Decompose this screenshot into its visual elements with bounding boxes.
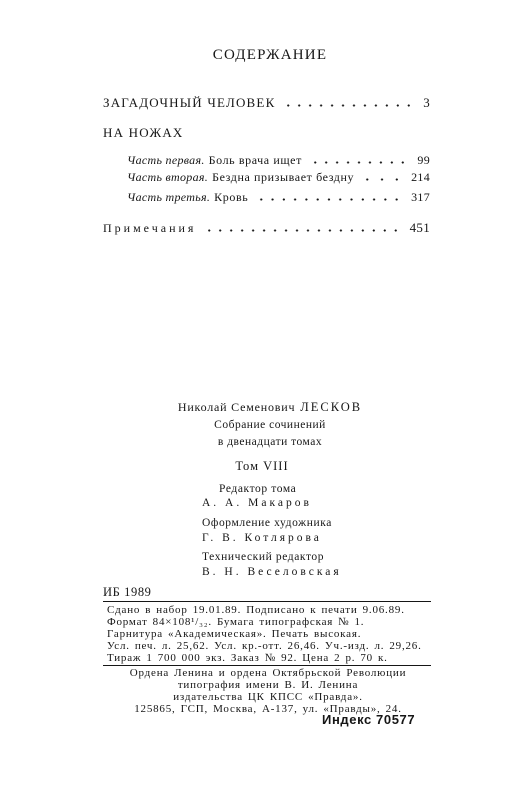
printer-line: издательства ЦК КПСС «Правда». [173, 691, 363, 703]
credit-role: Редактор тома [219, 483, 297, 495]
toc-section [103, 125, 430, 141]
volume-number: Том VIII [235, 459, 289, 473]
catalog-index: Индекс 70577 [322, 712, 416, 727]
production-line: Усл. печ. л. 25,62. Усл. кр.-отт. 26,46. Уч.-изд. л. 29,26. [107, 640, 422, 652]
toc-entry-title: ЗАГАДОЧНЫЙ ЧЕЛОВЕК [103, 95, 276, 110]
dot-leader [204, 229, 400, 232]
production-line: Сдано в набор 19.01.89. Подписано к печати 9.06.89. [107, 604, 405, 616]
dot-leader [256, 198, 402, 201]
toc-entry [127, 152, 430, 168]
toc-entry-page: 99 [417, 153, 430, 167]
toc-part-label: Часть первая. [127, 153, 205, 167]
divider-rule [103, 601, 431, 602]
production-line: Гарнитура «Академическая». Печать высокая. [107, 628, 362, 640]
credit-name: Г. В. Котлярова [202, 532, 322, 544]
toc-entry-page: 451 [409, 220, 430, 235]
toc-entry [103, 220, 430, 236]
toc-entry-title: Боль врача ищет [208, 153, 302, 167]
dot-leader [362, 178, 402, 181]
toc-entry-page: 3 [423, 95, 430, 110]
toc-part-label: Часть третья. [127, 190, 211, 204]
author-surname: ЛЕСКОВ [300, 400, 363, 414]
toc-entry-title: Кровь [214, 190, 249, 204]
printer-address: 125865, ГСП, Москва, А-137, ул. «Правды», 24. [134, 703, 402, 715]
printer-line: Ордена Ленина и ордена Октябрьской Революции [129, 667, 407, 679]
author-line [103, 399, 437, 415]
dot-leader [310, 161, 408, 164]
toc-entry-page: 214 [411, 170, 430, 184]
ib-number: ИБ 1989 [103, 585, 152, 599]
toc-entry-title: Примечания [103, 221, 197, 235]
author-given-name: Николай Семенович [177, 400, 296, 414]
divider-rule [103, 665, 431, 666]
toc-section-title: НА НОЖАХ [103, 125, 184, 140]
toc-part-label: Часть вторая. [127, 170, 209, 184]
toc-entry-page: 317 [411, 190, 430, 204]
credit-role: Оформление художника [202, 517, 332, 529]
toc-entry [127, 169, 430, 185]
production-line: Тираж 1 700 000 экз. Заказ № 92. Цена 2 р. 70 к. [107, 652, 388, 664]
toc-heading: СОДЕРЖАНИЕ [212, 47, 328, 63]
credit-name: В. Н. Веселовская [202, 566, 342, 578]
credit-name: А. А. Макаров [202, 497, 312, 509]
production-line: Формат 84×108¹/₃₂. Бумага типографская № 1. [107, 616, 365, 628]
toc-entry [127, 189, 430, 205]
printer-line: типография имени В. И. Ленина [177, 679, 359, 691]
credit-role: Технический редактор [202, 551, 325, 563]
dot-leader [283, 104, 414, 107]
toc-entry [103, 95, 430, 111]
series-subtitle: в двенадцати томах [217, 436, 323, 448]
series-title: Собрание сочинений [214, 419, 326, 431]
toc-entry-title: Бездна призывает бездну [212, 170, 355, 184]
